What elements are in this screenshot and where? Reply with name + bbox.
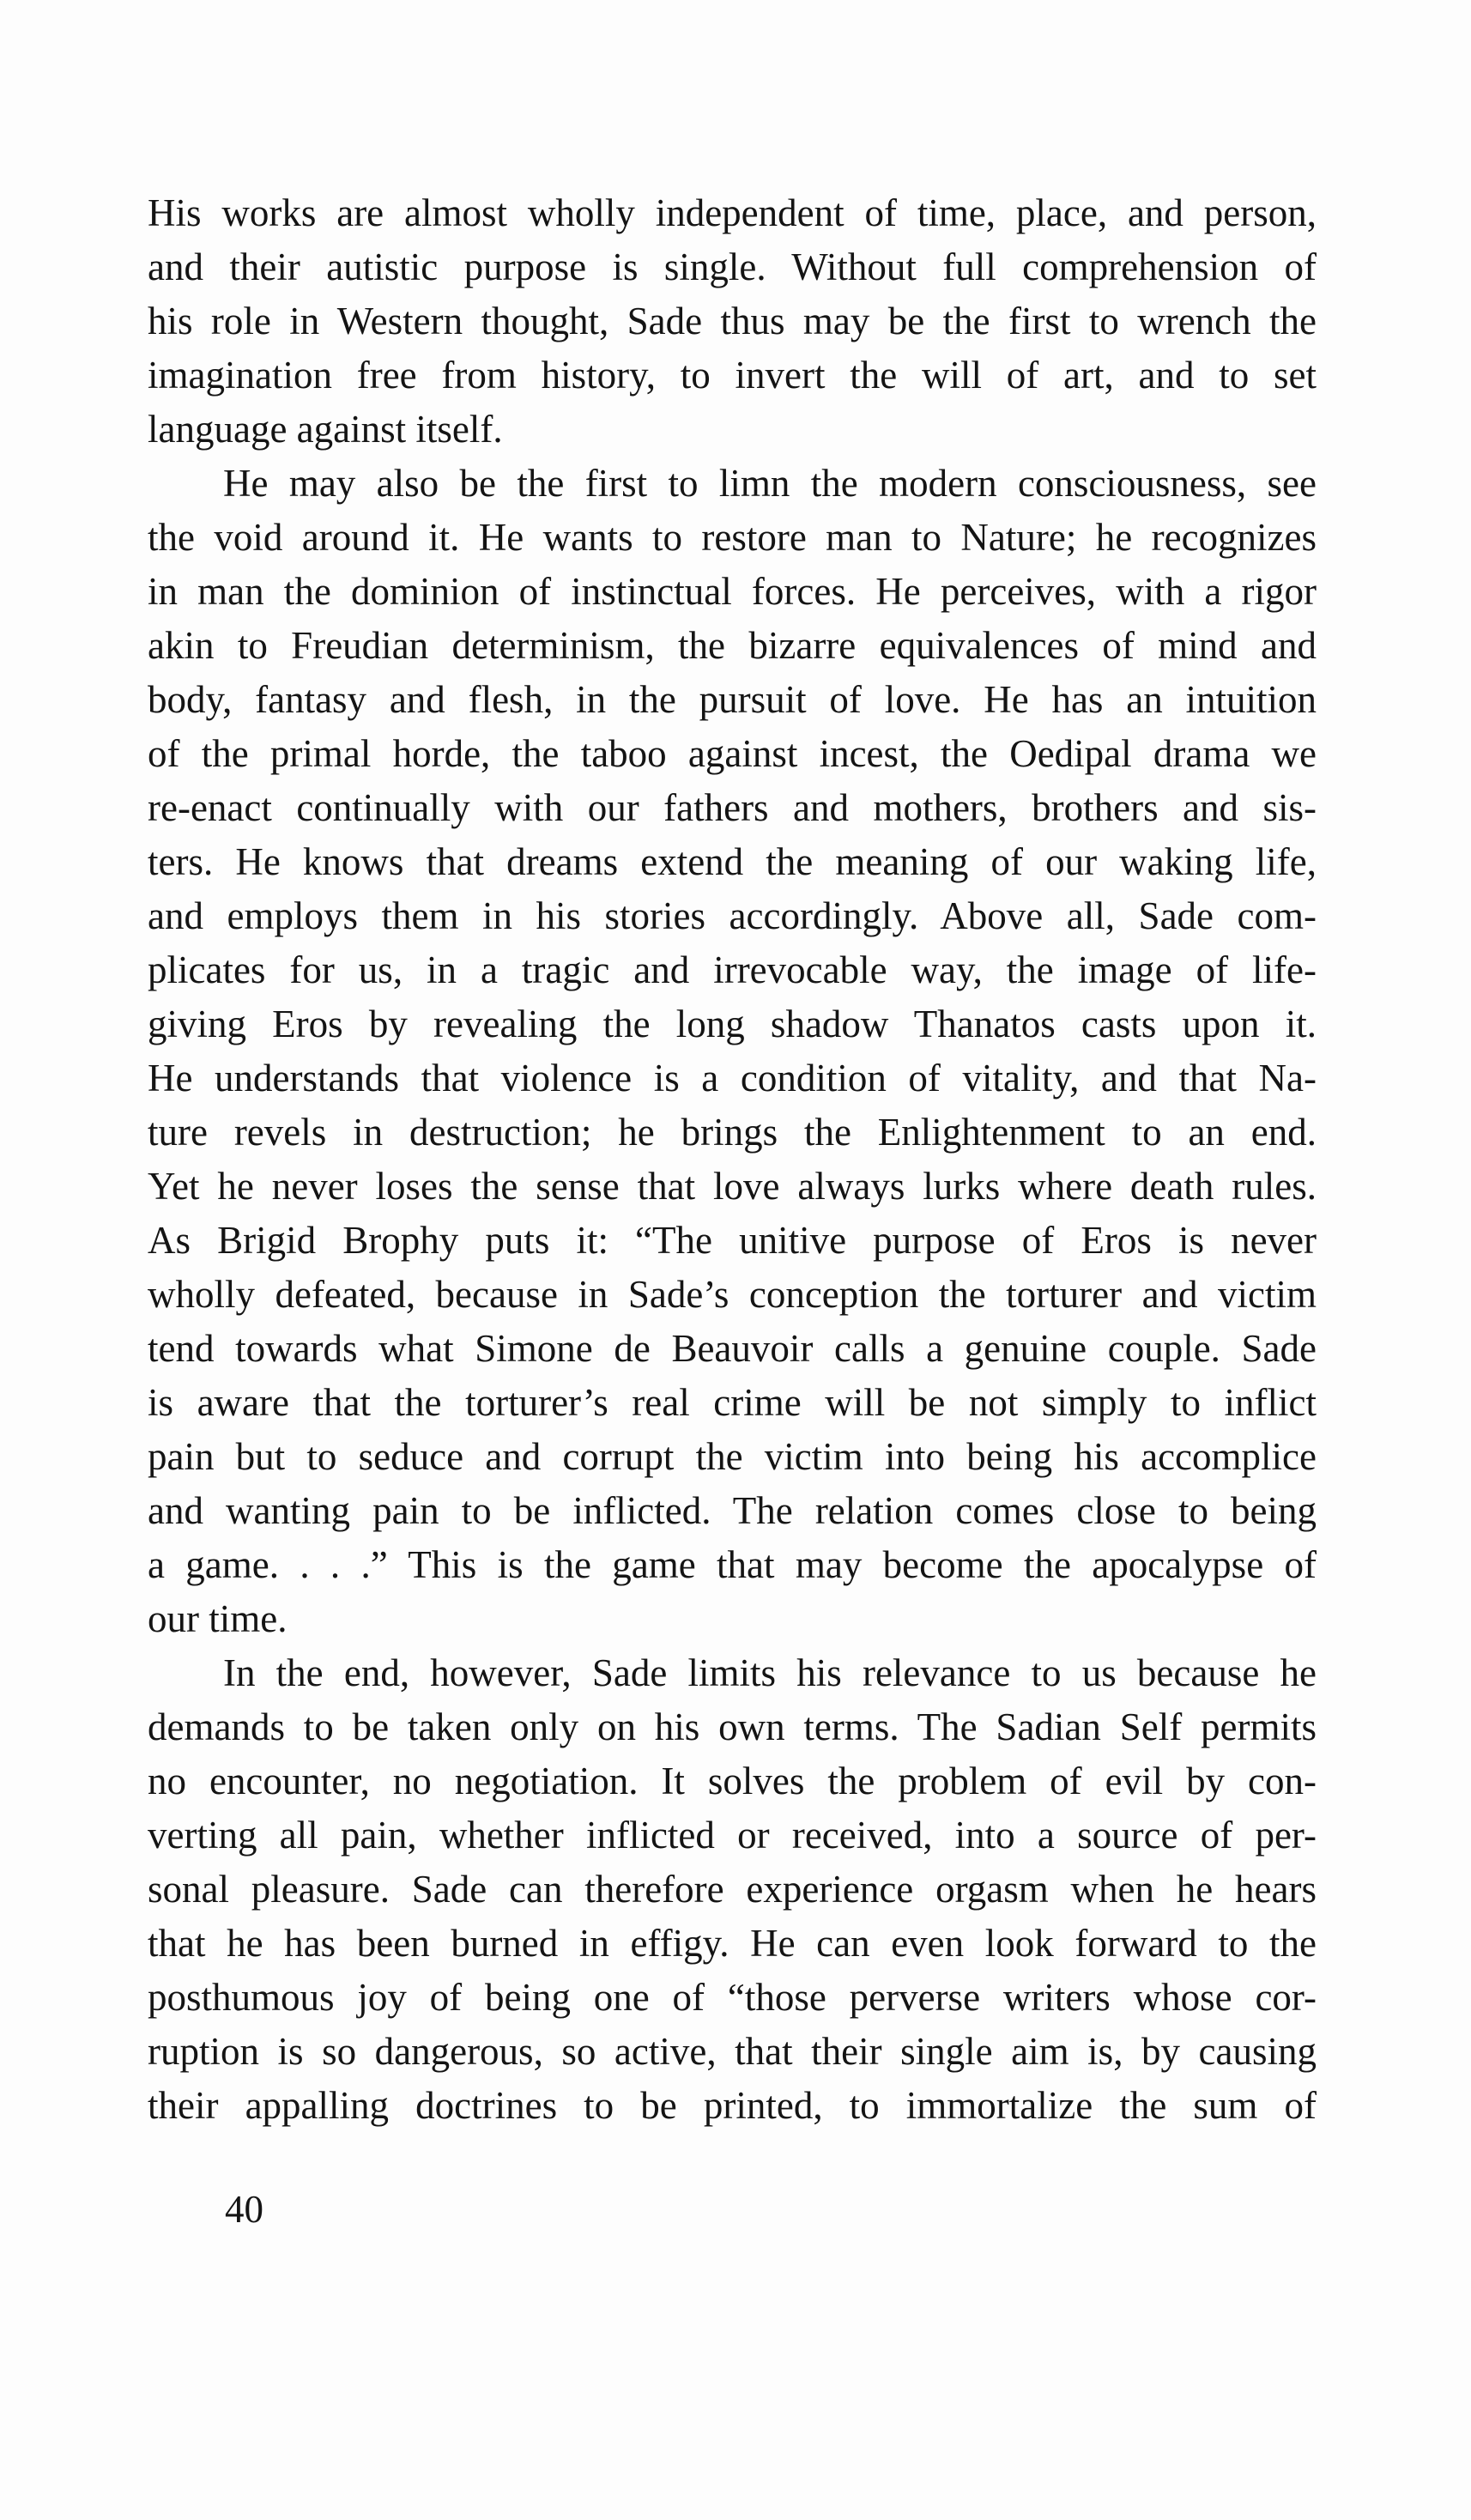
text-line: sonal pleasure. Sade can therefore experience orgasm when he hears xyxy=(148,1868,1317,1911)
text-line: ters. He knows that dreams extend the meaning of our waking life, xyxy=(148,840,1317,883)
text-line: As Brigid Brophy puts it: “The unitive purpose of Eros is never xyxy=(148,1219,1317,1262)
text-line: posthumous joy of being one of “those perverse writers whose cor- xyxy=(148,1976,1317,2019)
text-line: demands to be taken only on his own terms. The Sadian Self permits xyxy=(148,1705,1317,1748)
paragraph-first-line: He may also be the first to limn the modern consciousness, see xyxy=(223,462,1317,505)
text-line: and their autistic purpose is single. Without full comprehension of xyxy=(148,245,1317,288)
text-line: re-enact continually with our fathers and mothers, brothers and sis- xyxy=(148,786,1317,829)
text-line: giving Eros by revealing the long shadow Thanatos casts upon it. xyxy=(148,1003,1317,1045)
page-number: 40 xyxy=(225,2188,263,2231)
text-line: pain but to seduce and corrupt the victim into being his accomplice xyxy=(148,1435,1317,1478)
text-line: language against itself. xyxy=(148,408,503,451)
text-line: and employs them in his stories accordingly. Above all, Sade com- xyxy=(148,894,1317,937)
text-line: a game. . . .” This is the game that may become the apocalypse of xyxy=(148,1543,1317,1586)
text-line: ruption is so dangerous, so active, that their single aim is, by causing xyxy=(148,2030,1317,2073)
text-line: of the primal horde, the taboo against incest, the Oedipal drama we xyxy=(148,732,1317,775)
text-line: no encounter, no negotiation. It solves the problem of evil by con- xyxy=(148,1760,1317,1802)
text-line: imagination free from history, to invert the will of art, and to set xyxy=(148,354,1317,397)
text-line: body, fantasy and flesh, in the pursuit of love. He has an intuition xyxy=(148,678,1317,721)
text-line: verting all pain, whether inflicted or received, into a source of per- xyxy=(148,1814,1317,1857)
text-line: He understands that violence is a condition of vitality, and that Na- xyxy=(148,1057,1317,1099)
text-line: the void around it. He wants to restore man to Nature; he recognizes xyxy=(148,516,1317,559)
text-line: our time. xyxy=(148,1597,288,1640)
paragraph-first-line: In the end, however, Sade limits his relevance to us because he xyxy=(223,1651,1317,1694)
text-line: that he has been burned in effigy. He can even look forward to the xyxy=(148,1922,1317,1965)
text-line: Yet he never loses the sense that love always lurks where death rules. xyxy=(148,1165,1317,1208)
text-line: plicates for us, in a tragic and irrevocable way, the image of life- xyxy=(148,948,1317,991)
text-line: in man the dominion of instinctual forces. He perceives, with a rigor xyxy=(148,570,1317,613)
text-line: wholly defeated, because in Sade’s conception the torturer and victim xyxy=(148,1273,1317,1316)
text-line: his role in Western thought, Sade thus may be the first to wrench the xyxy=(148,300,1317,342)
text-line: His works are almost wholly independent of time, place, and person, xyxy=(148,191,1317,234)
text-line: tend towards what Simone de Beauvoir calls a genuine couple. Sade xyxy=(148,1327,1317,1370)
text-line: and wanting pain to be inflicted. The relation comes close to being xyxy=(148,1489,1317,1532)
text-line: is aware that the torturer’s real crime will be not simply to inflict xyxy=(148,1381,1317,1424)
text-line: akin to Freudian determinism, the bizarre equivalences of mind and xyxy=(148,624,1317,667)
text-line: their appalling doctrines to be printed, to immortalize the sum of xyxy=(148,2084,1317,2127)
text-line: ture revels in destruction; he brings the Enlightenment to an end. xyxy=(148,1111,1317,1154)
